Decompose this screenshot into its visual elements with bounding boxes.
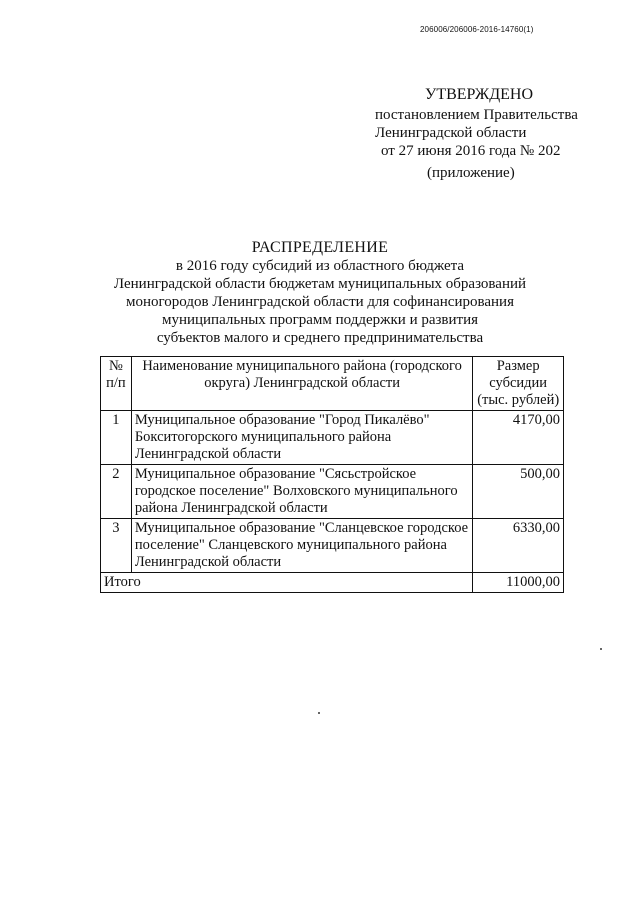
row-name: Муниципальное образование "Сясьстройское городское поселение" Волховского муниципального района Ленинградской области xyxy=(131,465,473,519)
total-label: Итого xyxy=(101,573,473,593)
header-num: № п/п xyxy=(101,357,132,411)
title-line: субъектов малого и среднего предпринимательства xyxy=(156,330,484,346)
row-num: 3 xyxy=(101,519,132,573)
document-id: 206006/206006-2016-14760(1) xyxy=(420,25,534,34)
table-row xyxy=(101,465,564,519)
title-main: РАСПРЕДЕЛЕНИЕ xyxy=(251,239,389,256)
subsidies-table xyxy=(100,356,564,593)
header-amount: Размер субсидии (тыс. рублей) xyxy=(473,357,564,411)
document-title xyxy=(80,238,560,347)
table-row xyxy=(101,411,564,465)
row-name: Муниципальное образование "Сланцевское городское поселение" Сланцевского муниципального района Ленинградской области xyxy=(131,519,473,573)
approval-line-3: от 27 июня 2016 года № 202 xyxy=(381,143,561,159)
row-amount: 500,00 xyxy=(473,465,564,519)
table-header-row xyxy=(101,357,564,411)
approval-line-4: (приложение) xyxy=(427,165,515,181)
scan-speck xyxy=(600,648,602,650)
approval-line-2: Ленинградской области xyxy=(375,125,527,141)
title-line: моногородов Ленинградской области для софинансирования xyxy=(125,294,514,310)
row-amount: 6330,00 xyxy=(473,519,564,573)
total-amount: 11000,00 xyxy=(473,573,564,593)
title-line: Ленинградской области бюджетам муниципальных образований xyxy=(113,276,527,292)
approval-title: УТВЕРЖДЕНО xyxy=(425,86,534,103)
row-num: 1 xyxy=(101,411,132,465)
row-name: Муниципальное образование "Город Пикалёво" Бокситогорского муниципального района Ленинградской области xyxy=(131,411,473,465)
table-total-row xyxy=(101,573,564,593)
approval-line-1: постановлением Правительства xyxy=(375,107,578,123)
title-line: муниципальных программ поддержки и развития xyxy=(161,312,479,328)
header-name: Наименование муниципального района (городского округа) Ленинградской области xyxy=(131,357,473,411)
row-num: 2 xyxy=(101,465,132,519)
scan-speck xyxy=(318,712,320,714)
row-amount: 4170,00 xyxy=(473,411,564,465)
approval-block xyxy=(375,86,585,182)
title-line: в 2016 году субсидий из областного бюджета xyxy=(175,258,465,274)
table-row xyxy=(101,519,564,573)
